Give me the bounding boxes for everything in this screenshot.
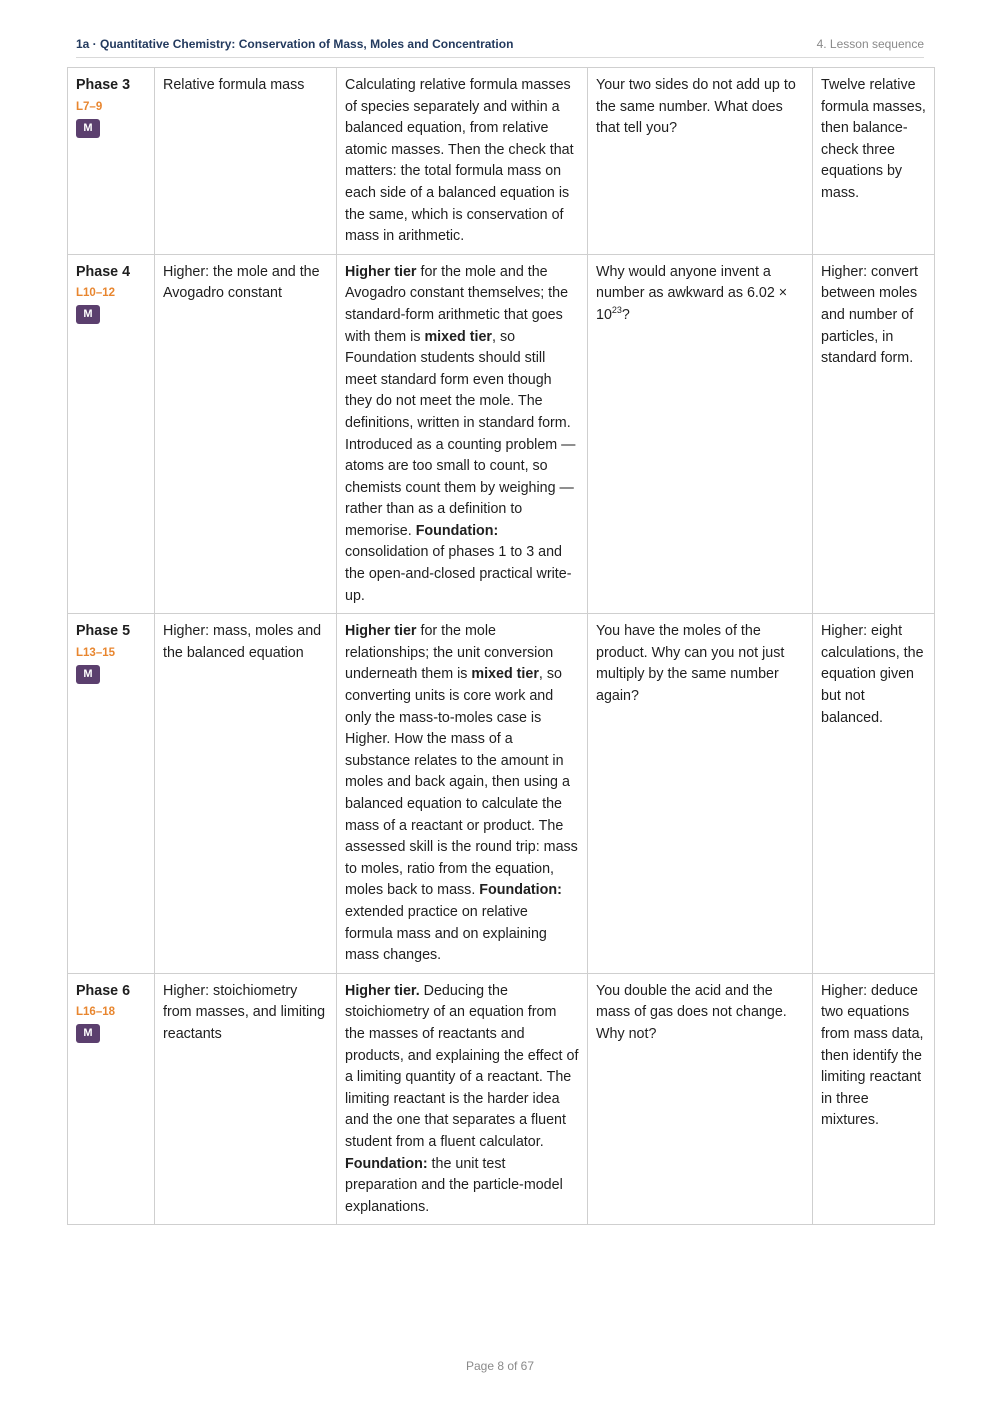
task-cell: Higher: deduce two equations from mass data, then identify the limiting reactant in three mixtures.: [813, 973, 935, 1225]
lesson-range: L16–18: [76, 1006, 116, 1019]
phase-cell: [68, 68, 155, 255]
phase-cell: [68, 254, 155, 614]
topic-cell: Higher: mass, moles and the balanced equation: [155, 614, 337, 974]
task-cell: Higher: convert between moles and number of particles, in standard form.: [813, 254, 935, 614]
description-text: for the mole and the Avogadro constant themselves; the standard-form arithmetic that goes with them is: [345, 263, 569, 345]
task-cell: Higher: eight calculations, the equation given but not balanced.: [813, 614, 935, 974]
tier-label: mixed tier: [424, 328, 492, 345]
tier-label: Higher tier: [345, 623, 417, 640]
tier-label: Higher tier.: [345, 982, 420, 999]
description-cell: [337, 973, 588, 1225]
description-text: the unit test preparation and the particle-model explanations.: [345, 1155, 563, 1215]
phase-name: Phase 5: [76, 623, 131, 640]
foundation-label: Foundation:: [415, 522, 499, 539]
phase-name: Phase 6: [76, 982, 131, 999]
phase-name: Phase 4: [76, 263, 131, 280]
question-text: Why would anyone invent a number as awkward as 6.02 × 10: [596, 263, 788, 323]
question-cell: You have the moles of the product. Why can you not just multiply by the same number again?: [588, 614, 813, 974]
document-title: 1a · Quantitative Chemistry: Conservation of Mass, Moles and Concentration: [76, 37, 514, 51]
table-row: [68, 254, 935, 614]
tier-label: mixed tier: [471, 666, 539, 683]
exponent: 23: [611, 305, 622, 316]
lesson-range: L13–15: [76, 646, 116, 659]
table-row: [68, 68, 935, 255]
description-text: consolidation of phases 1 to 3 and the open-and-closed practical write-up.: [345, 544, 572, 604]
table-row: [68, 973, 935, 1225]
description-text: , so converting units is core work and only the mass-to-moles case is Higher. How the mass of a substance relates to the amount in moles and back again, then using a balanced equation to calculate the mass of a reactant or product. The assessed skill is the round trip: mass to moles, ratio from the equation, moles back to mass.: [345, 666, 578, 899]
topic-cell: Higher: the mole and the Avogadro constant: [155, 254, 337, 614]
maths-badge: M: [76, 305, 100, 324]
lesson-range: L10–12: [76, 287, 116, 300]
question-cell: [588, 254, 813, 614]
question-end: ?: [621, 306, 630, 323]
phase-cell: [68, 614, 155, 974]
topic-cell: Relative formula mass: [155, 68, 337, 255]
question-cell: You double the acid and the mass of gas does not change. Why not?: [588, 973, 813, 1225]
description-cell: [337, 254, 588, 614]
table-row: [68, 614, 935, 974]
maths-badge: M: [76, 1024, 100, 1043]
description-text: , so Foundation students should still meet standard form even though they do not meet the mole. The definitions, written in standard form. Introduced as a counting problem — atoms are too small to count, so chemists count them by weighing — rather than as a definition to memorise.: [345, 328, 576, 539]
maths-badge: M: [76, 665, 100, 684]
description-cell: [337, 68, 588, 255]
phase-name: Phase 3: [76, 77, 131, 93]
description-text: extended practice on relative formula mass and on explaining mass changes.: [345, 903, 547, 964]
foundation-label: Foundation:: [345, 1155, 428, 1172]
description-text: for the mole relationships; the unit conversion underneath them is: [345, 623, 554, 683]
topic-cell: Higher: stoichiometry from masses, and limiting reactants: [155, 973, 337, 1225]
question-cell: Your two sides do not add up to the same number. What does that tell you?: [588, 68, 813, 255]
page-number: Page 8 of 67: [465, 1359, 535, 1373]
page-header: [76, 37, 924, 58]
description-text: Calculating relative formula masses of species separately and within a balanced equation, from relative atomic masses. Then the check that matters: the total formula mass on each side of a balanced equation is the same, which is conservation of mass in arithmetic.: [345, 77, 574, 245]
foundation-label: Foundation:: [479, 882, 562, 899]
task-cell: Twelve relative formula masses, then balance-check three equations by mass.: [813, 68, 935, 255]
description-text: Deducing the stoichiometry of an equation from the masses of reactants and products, and explaining the effect of a limiting quantity of a reactant. The limiting reactant is the harder idea and the one that separates a fluent student from a fluent calculator.: [345, 982, 579, 1150]
section-label: 4. Lesson sequence: [816, 37, 924, 51]
phase-cell: [68, 973, 155, 1225]
maths-badge: M: [76, 119, 100, 138]
lesson-sequence-table: [67, 67, 935, 1225]
description-cell: [337, 614, 588, 974]
tier-label: Higher tier: [345, 263, 417, 280]
lesson-range: L7–9: [76, 100, 103, 113]
